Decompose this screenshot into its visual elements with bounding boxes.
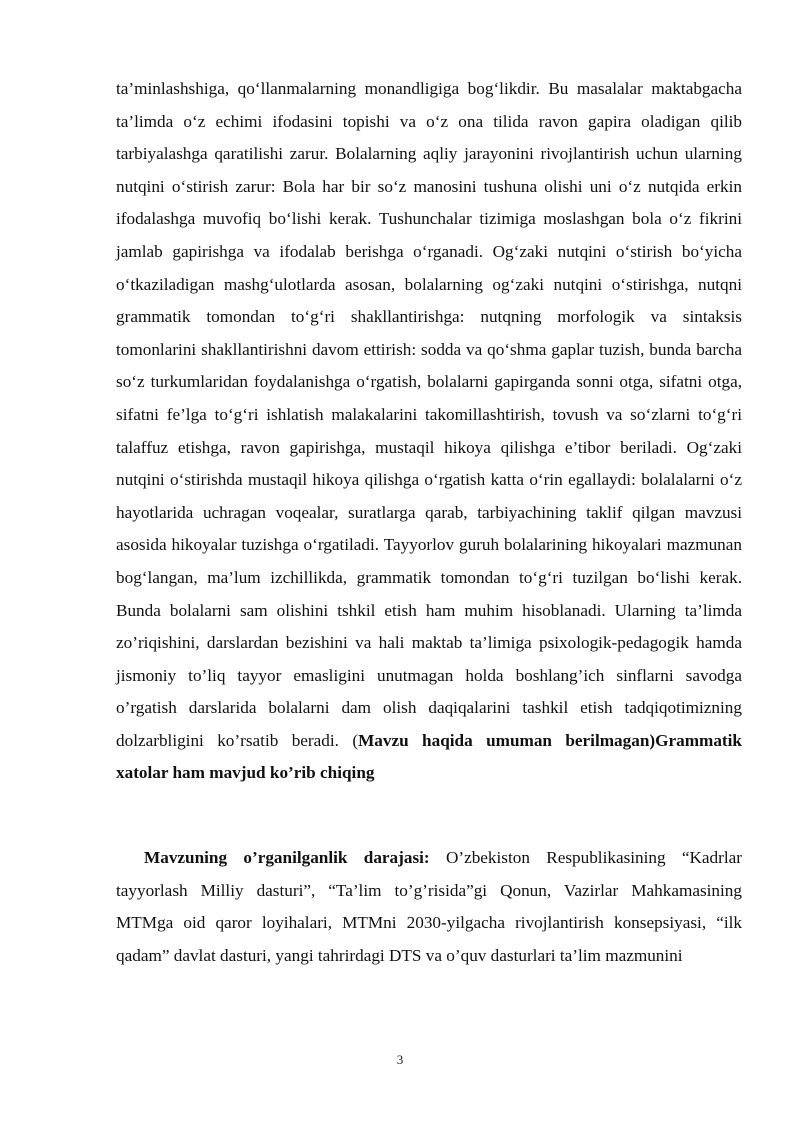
- page-body: [116, 73, 742, 972]
- paragraph-text: O’zbekiston Respublikasining “Kadrlar tayyorlash Milliy dasturi”, “Ta’lim to’g’risida”gi Qonun, Vazirlar Mahkamasining MTMga oid qaror loyihalari, MTMni 2030-yilgacha rivojlantirish konsepsiyasi, “ilk qadam” davlat dasturi, yangi tahrirdagi DTS va o’quv dasturlari ta’lim mazmunini: [116, 848, 743, 965]
- body-paragraph: [116, 73, 742, 790]
- reviewer-note: Mavzu haqida umuman berilmagan)Grammatik xatolar ham mavjud ko’rib chiqing: [116, 730, 742, 783]
- study-level-paragraph: [116, 842, 742, 972]
- paragraph-text: ta’minlashshiga, qo‘llanmalarning monandligiga bog‘likdir. Bu masalalar maktabgacha ta’limda o‘z echimi ifodasini topishi va o‘z ona tilida ravon gapira oladigan qilib tarbiyalashga qaratilishi zarur. Bolalarning aqliy jarayonini rivojlantirish uchun ularning nutqini o‘stirish zarur: Bola har bir so‘z manosini tushuna olishi uni o‘z nutqida erkin ifodalashga muvofiq bo‘lishi kerak. Tushunchalar tizimiga moslashgan bola o‘z fikrini jamlab gapirishga va ifodalab berishga o‘rganadi. Og‘zaki nutqini o‘stirish bo‘yicha o‘tkaziladigan mashg‘ulotlarda asosan, bolalarning og‘zaki nutqini o‘stirishga, nutqni grammatik tomondan to‘g‘ri shakllantirishga: nutqning morfologik va sintaksis tomonlarini shakllantirishni davom ettirish: sodda va qo‘shma gaplar tuzish, bunda barcha so‘z turkumlaridan foydalanishga o‘rgatish, bolalarni gapirganda sonni otga, sifatni otga, sifatni fe’lga to‘g‘ri ishlatish malakalarini takomillashtirish, tovush va so‘zlarni to‘g‘ri talaffuz etishga, ravon gapirishga, mustaqil hikoya qilishga e’tibor beriladi. Og‘zaki nutqini o‘stirishda mustaqil hikoya qilishga o‘rgatish katta o‘rin egallaydi: bolalalarni o‘z hayotlarida uchragan voqealar, suratlarga qarab, tarbiyachining taklif qilgan mavzusi asosida hikoyalar tuzishga o‘rgatiladi. Tayyorlov guruh bolalarining hikoyalari mazmunan bog‘langan, ma’lum izchillikda, grammatik tomondan to‘g‘ri tuzilgan bo‘lishi kerak. Bunda bolalarni sam olishini tshkil etish ham muhim hisoblanadi. Ularning ta’limda zo’riqishini, darslardan bezishini va hali maktab ta’limiga psixologik-pedagogik hamda jismoniy to’liq tayyor emasligini unutmagan holda boshlang’ich sinflarni savodga o’rgatish darslarida bolalarni dam olish daqiqalarini tashkil etish tadqiqotimizning dolzarbligini ko’rsatib beradi. (: [116, 79, 742, 750]
- page-number: 3: [396, 1052, 404, 1067]
- section-lead-heading: Mavzuning o’rganilganlik darajasi:: [144, 848, 430, 868]
- paragraph-spacer: [116, 790, 742, 842]
